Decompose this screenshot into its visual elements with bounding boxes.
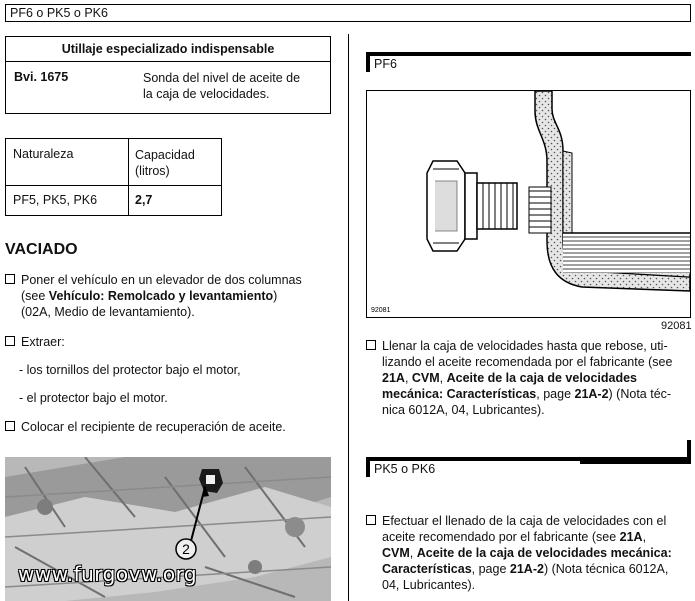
tool-description bbox=[143, 70, 327, 102]
step-reference: 21A-2 bbox=[509, 562, 544, 576]
step-text: , bbox=[404, 371, 412, 385]
step-text: ) bbox=[273, 289, 278, 303]
checkbox-bullet-icon bbox=[366, 515, 376, 525]
step-reference: CVM bbox=[382, 546, 410, 560]
step-reference: CVM bbox=[411, 371, 440, 385]
table-divider bbox=[6, 185, 221, 186]
capacity-col2-header bbox=[135, 147, 195, 179]
checkbox-bullet-icon bbox=[5, 336, 15, 346]
capacity-model: PF5, PK5, PK6 bbox=[13, 193, 98, 207]
photo-callout-number: 2 bbox=[182, 541, 190, 557]
capacity-table bbox=[5, 138, 222, 216]
step-reference: 21A bbox=[382, 371, 405, 385]
step-text: , bbox=[409, 546, 417, 560]
step-reference: Vehículo: Remolcado y levantamiento bbox=[48, 289, 274, 303]
vaciado-step-3 bbox=[5, 419, 286, 435]
section-title-pf6: PF6 bbox=[374, 57, 397, 71]
step-reference: mecánica: Características bbox=[382, 387, 537, 401]
vaciado-substep-1: - los tornillos del protector bajo el motor, bbox=[19, 363, 241, 377]
section-title-vaciado: VACIADO bbox=[5, 241, 78, 258]
tool-code: Bvi. 1675 bbox=[14, 70, 69, 84]
step-text: , bbox=[642, 530, 647, 544]
capacity-value: 2,7 bbox=[135, 193, 153, 207]
tool-table bbox=[5, 36, 331, 114]
step-text: lizando el aceite recomendada por el fabricante (see bbox=[382, 355, 673, 369]
step-reference: Aceite de la caja de velocidades bbox=[446, 371, 637, 385]
step-reference: 21A bbox=[619, 530, 643, 544]
pk-instruction bbox=[366, 513, 691, 593]
step-text: Efectuar el llenado de la caja de velocidades con el bbox=[382, 514, 667, 528]
vaciado-step-1 bbox=[5, 272, 331, 320]
tool-description-line: la caja de velocidades. bbox=[143, 87, 270, 101]
pf6-plug-illustration bbox=[367, 91, 690, 317]
pf6-figure bbox=[366, 90, 691, 318]
step-text: (see bbox=[21, 289, 49, 303]
page-header-title: PF6 o PK5 o PK6 bbox=[10, 6, 108, 20]
step-text: Poner el vehículo en un elevador de dos columnas bbox=[21, 273, 302, 287]
checkbox-bullet-icon bbox=[366, 340, 376, 350]
tool-table-heading: Utillaje especializado indispensable bbox=[6, 37, 330, 62]
step-text: ) (Nota téc- bbox=[608, 387, 672, 401]
pf6-instruction bbox=[366, 338, 691, 418]
step-text: ) (Nota técnica 6012A, bbox=[543, 562, 669, 576]
step-text: , page bbox=[471, 562, 510, 576]
section-header-pf6 bbox=[366, 52, 691, 72]
step-reference: Aceite de la caja de velocidades mecánica: bbox=[416, 546, 672, 560]
figure-id: 92081 bbox=[661, 320, 692, 332]
page-header bbox=[5, 4, 691, 22]
step-reference: 21A-2 bbox=[574, 387, 609, 401]
section-title-pk: PK5 o PK6 bbox=[374, 462, 436, 476]
step-text: 04, Lubricantes). bbox=[382, 578, 476, 592]
vaciado-step-2 bbox=[5, 334, 65, 350]
checkbox-bullet-icon bbox=[5, 274, 15, 284]
step-text: aceite recomendado por el fabricante (see bbox=[382, 530, 620, 544]
step-text: nica 6012A, 04, Lubricantes). bbox=[382, 403, 545, 417]
table-divider bbox=[128, 139, 129, 215]
figure-small-id: 92081 bbox=[371, 307, 391, 314]
section-header-pk bbox=[366, 457, 691, 477]
checkbox-bullet-icon bbox=[5, 421, 15, 431]
step-text: Colocar el recipiente de recuperación de aceite. bbox=[21, 420, 286, 434]
capacity-header-line: (litros) bbox=[135, 164, 170, 178]
step-text: Llenar la caja de velocidades hasta que rebose, uti- bbox=[382, 339, 668, 353]
capacity-header-line: Capacidad bbox=[135, 148, 195, 162]
step-text: (02A, Medio de levantamiento). bbox=[21, 305, 195, 319]
vaciado-substep-2: - el protector bajo el motor. bbox=[19, 391, 168, 405]
step-reference: Características bbox=[382, 562, 472, 576]
step-text: , bbox=[439, 371, 447, 385]
watermark: www.furgovw.org bbox=[18, 562, 198, 586]
capacity-col1-header: Naturaleza bbox=[13, 147, 74, 161]
column-divider bbox=[348, 34, 349, 601]
step-text: Extraer: bbox=[21, 335, 65, 349]
tool-description-line: Sonda del nivel de aceite de bbox=[143, 71, 301, 85]
step-text: , page bbox=[536, 387, 575, 401]
